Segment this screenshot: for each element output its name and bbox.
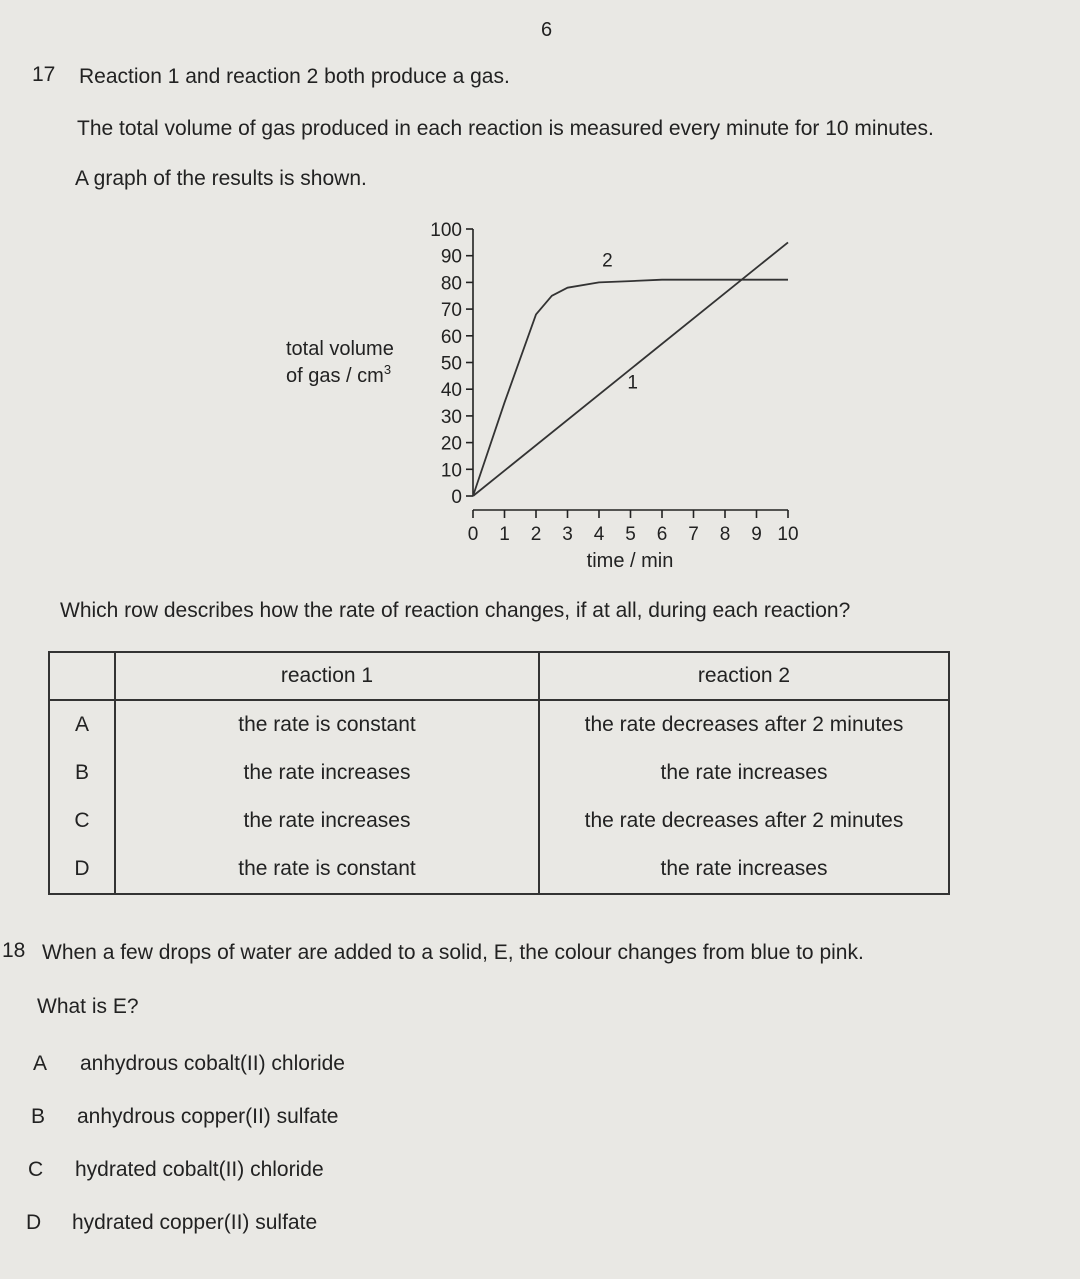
option-b-letter: B <box>31 1105 46 1128</box>
answer-table <box>48 651 950 895</box>
x-axis-label: time / min <box>586 550 674 572</box>
x-tick-label: 5 <box>625 524 636 545</box>
question-18-number: 18 <box>2 939 26 962</box>
row-letter: A <box>49 700 115 749</box>
q17-question: Which row describes how the rate of reaction changes, if at all, during each reaction? <box>60 599 851 622</box>
x-tick-label: 1 <box>499 524 510 545</box>
row-letter: D <box>49 845 115 894</box>
table-row-b <box>49 749 949 797</box>
series-label-1: 1 <box>627 372 638 394</box>
q17-line3: A graph of the results is shown. <box>75 167 367 190</box>
option-a-letter: A <box>33 1052 48 1075</box>
option-c-text: hydrated cobalt(II) chloride <box>75 1158 324 1181</box>
y-tick-label: 0 <box>451 487 462 508</box>
row-reaction2: the rate increases <box>539 845 949 894</box>
table-header-reaction2: reaction 2 <box>539 652 949 700</box>
table-row-c <box>49 797 949 845</box>
y-tick-label: 20 <box>440 433 462 455</box>
x-tick-label: 8 <box>719 524 731 545</box>
x-tick-label: 3 <box>562 524 573 545</box>
y-tick-label: 50 <box>440 353 462 375</box>
row-reaction2: the rate decreases after 2 minutes <box>539 797 949 845</box>
x-tick-label: 6 <box>656 524 668 545</box>
y-tick-label: 60 <box>440 326 462 348</box>
x-tick-label: 9 <box>751 524 762 545</box>
table-row-a <box>49 700 949 749</box>
q18-stem: When a few drops of water are added to a solid, E, the colour changes from blue to pink. <box>42 941 864 964</box>
y-tick-label: 40 <box>440 380 462 402</box>
option-d-text: hydrated copper(II) sulfate <box>72 1211 318 1234</box>
q18-question: What is E? <box>37 995 139 1018</box>
y-tick-label: 30 <box>440 406 462 428</box>
chart-series <box>473 242 788 496</box>
q17-line2: The total volume of gas produced in each reaction is measured every minute for 10 minutes. <box>77 117 934 140</box>
rate-graph <box>270 205 830 580</box>
table-row-d <box>49 845 949 894</box>
table-header-reaction1: reaction 1 <box>115 652 539 700</box>
row-letter: B <box>49 749 115 797</box>
x-tick-label: 7 <box>688 524 699 545</box>
page-number: 6 <box>541 19 553 41</box>
row-letter: C <box>49 797 115 845</box>
y-tick-label: 90 <box>440 246 462 268</box>
option-a-text: anhydrous cobalt(II) chloride <box>80 1052 345 1075</box>
question-17-number: 17 <box>32 63 56 86</box>
row-reaction1: the rate is constant <box>115 845 539 894</box>
row-reaction1: the rate increases <box>115 797 539 845</box>
q17-line1: Reaction 1 and reaction 2 both produce a gas. <box>79 65 510 88</box>
series-label-2: 2 <box>602 250 613 272</box>
table-header-blank <box>49 652 115 700</box>
y-tick-label: 70 <box>440 300 462 322</box>
row-reaction2: the rate decreases after 2 minutes <box>539 700 949 749</box>
x-tick-label: 2 <box>530 524 542 545</box>
row-reaction2: the rate increases <box>539 749 949 797</box>
x-tick-label: 4 <box>593 524 605 545</box>
x-tick-label: 10 <box>777 524 799 545</box>
row-reaction1: the rate is constant <box>115 700 539 749</box>
option-b-text: anhydrous copper(II) sulfate <box>77 1105 339 1128</box>
option-d-letter: D <box>26 1211 42 1234</box>
row-reaction1: the rate increases <box>115 749 539 797</box>
y-axis-label-line1: total volume <box>286 338 394 360</box>
option-c-letter: C <box>28 1158 44 1181</box>
y-tick-label: 80 <box>440 273 462 295</box>
x-tick-label: 0 <box>467 524 479 545</box>
y-tick-label: 100 <box>430 220 462 241</box>
y-tick-label: 10 <box>440 460 462 482</box>
y-axis-label-line2: of gas / $cm^3$ <box>286 362 392 387</box>
